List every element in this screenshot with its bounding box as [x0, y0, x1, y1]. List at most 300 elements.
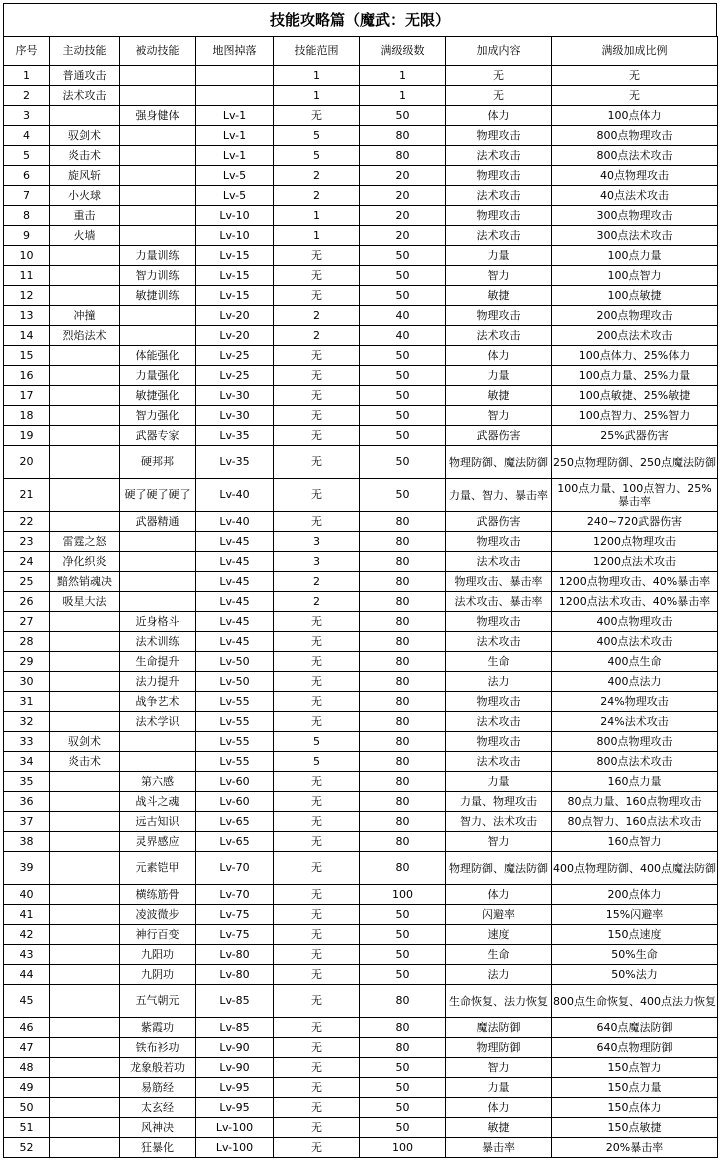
cell-max-bonus: 640点物理防御 — [552, 1038, 718, 1058]
cell-bonus-content: 武器伤害 — [446, 426, 552, 446]
cell-max-level: 50 — [360, 286, 446, 306]
cell-skill-range: 1 — [274, 66, 360, 86]
cell-active-skill — [50, 712, 120, 732]
cell-bonus-content: 智力、法术攻击 — [446, 812, 552, 832]
cell-index: 7 — [4, 186, 50, 206]
cell-passive-skill: 法术训练 — [120, 632, 196, 652]
cell-skill-range: 无 — [274, 945, 360, 965]
cell-max-bonus: 400点法力 — [552, 672, 718, 692]
cell-max-level: 80 — [360, 146, 446, 166]
cell-bonus-content: 无 — [446, 66, 552, 86]
cell-map-drop: Lv-20 — [196, 306, 274, 326]
cell-passive-skill — [120, 66, 196, 86]
cell-active-skill — [50, 965, 120, 985]
header-map-drop: 地图掉落 — [196, 37, 274, 66]
cell-passive-skill: 敏捷训练 — [120, 286, 196, 306]
cell-index: 36 — [4, 792, 50, 812]
cell-passive-skill — [120, 226, 196, 246]
cell-map-drop: Lv-10 — [196, 226, 274, 246]
cell-max-level: 20 — [360, 186, 446, 206]
cell-map-drop: Lv-35 — [196, 426, 274, 446]
cell-active-skill — [50, 1078, 120, 1098]
cell-passive-skill: 智力训练 — [120, 266, 196, 286]
cell-max-level: 80 — [360, 632, 446, 652]
cell-index: 42 — [4, 925, 50, 945]
cell-map-drop: Lv-95 — [196, 1078, 274, 1098]
header-max-bonus: 满级加成比例 — [552, 37, 718, 66]
cell-max-level: 50 — [360, 945, 446, 965]
cell-active-skill: 驭剑术 — [50, 126, 120, 146]
cell-bonus-content: 法术攻击 — [446, 226, 552, 246]
cell-max-level: 50 — [360, 406, 446, 426]
cell-active-skill: 吸星大法 — [50, 592, 120, 612]
skill-guide-sheet — [3, 3, 717, 1158]
cell-active-skill: 净化织炎 — [50, 552, 120, 572]
cell-index: 29 — [4, 652, 50, 672]
cell-map-drop: Lv-80 — [196, 945, 274, 965]
cell-index: 52 — [4, 1138, 50, 1158]
cell-active-skill: 炎击术 — [50, 752, 120, 772]
cell-index: 1 — [4, 66, 50, 86]
cell-passive-skill: 战斗之魂 — [120, 792, 196, 812]
cell-bonus-content: 物理攻击 — [446, 166, 552, 186]
cell-index: 13 — [4, 306, 50, 326]
cell-skill-range: 无 — [274, 286, 360, 306]
cell-max-level: 50 — [360, 1098, 446, 1118]
cell-passive-skill — [120, 306, 196, 326]
cell-active-skill: 烈焰法术 — [50, 326, 120, 346]
cell-max-bonus: 100点敏捷 — [552, 286, 718, 306]
cell-index: 40 — [4, 885, 50, 905]
cell-active-skill — [50, 446, 120, 479]
cell-passive-skill: 近身格斗 — [120, 612, 196, 632]
cell-map-drop: Lv-30 — [196, 386, 274, 406]
cell-active-skill — [50, 406, 120, 426]
cell-map-drop: Lv-15 — [196, 266, 274, 286]
cell-index: 32 — [4, 712, 50, 732]
cell-map-drop: Lv-70 — [196, 852, 274, 885]
header-passive-skill: 被动技能 — [120, 37, 196, 66]
cell-skill-range: 1 — [274, 226, 360, 246]
cell-skill-range: 无 — [274, 512, 360, 532]
cell-map-drop: Lv-90 — [196, 1058, 274, 1078]
table-row — [4, 366, 718, 386]
table-row — [4, 86, 718, 106]
cell-active-skill — [50, 852, 120, 885]
cell-passive-skill: 力量强化 — [120, 366, 196, 386]
cell-index: 14 — [4, 326, 50, 346]
cell-skill-range: 无 — [274, 246, 360, 266]
cell-index: 19 — [4, 426, 50, 446]
cell-max-level: 80 — [360, 732, 446, 752]
cell-passive-skill: 体能强化 — [120, 346, 196, 366]
cell-bonus-content: 体力 — [446, 1098, 552, 1118]
cell-max-level: 50 — [360, 1078, 446, 1098]
cell-passive-skill: 武器专家 — [120, 426, 196, 446]
cell-skill-range: 2 — [274, 572, 360, 592]
cell-max-bonus: 150点速度 — [552, 925, 718, 945]
cell-index: 44 — [4, 965, 50, 985]
cell-active-skill: 旋风斩 — [50, 166, 120, 186]
cell-index: 25 — [4, 572, 50, 592]
table-row — [4, 692, 718, 712]
cell-max-bonus: 150点力量 — [552, 1078, 718, 1098]
cell-passive-skill: 力量训练 — [120, 246, 196, 266]
cell-max-bonus: 640点魔法防御 — [552, 1018, 718, 1038]
cell-skill-range: 3 — [274, 552, 360, 572]
cell-map-drop: Lv-45 — [196, 592, 274, 612]
cell-max-level: 80 — [360, 852, 446, 885]
table-row — [4, 186, 718, 206]
cell-max-level: 50 — [360, 346, 446, 366]
cell-active-skill — [50, 512, 120, 532]
cell-map-drop: Lv-95 — [196, 1098, 274, 1118]
cell-skill-range: 1 — [274, 206, 360, 226]
cell-bonus-content: 生命恢复、法力恢复 — [446, 985, 552, 1018]
cell-passive-skill — [120, 532, 196, 552]
cell-skill-range: 3 — [274, 532, 360, 552]
cell-map-drop: Lv-1 — [196, 146, 274, 166]
table-row — [4, 346, 718, 366]
table-row — [4, 1058, 718, 1078]
cell-max-level: 80 — [360, 1018, 446, 1038]
cell-index: 4 — [4, 126, 50, 146]
cell-max-level: 50 — [360, 266, 446, 286]
cell-skill-range: 无 — [274, 346, 360, 366]
cell-max-level: 80 — [360, 772, 446, 792]
cell-active-skill — [50, 885, 120, 905]
cell-max-bonus: 100点智力 — [552, 266, 718, 286]
table-row — [4, 1138, 718, 1158]
cell-bonus-content: 物理攻击 — [446, 532, 552, 552]
cell-bonus-content: 敏捷 — [446, 286, 552, 306]
cell-bonus-content: 物理攻击 — [446, 732, 552, 752]
table-row — [4, 792, 718, 812]
cell-index: 26 — [4, 592, 50, 612]
cell-max-level: 80 — [360, 532, 446, 552]
cell-map-drop: Lv-25 — [196, 366, 274, 386]
cell-passive-skill — [120, 552, 196, 572]
cell-max-level: 50 — [360, 106, 446, 126]
cell-bonus-content: 法术攻击 — [446, 752, 552, 772]
cell-max-level: 80 — [360, 832, 446, 852]
cell-bonus-content: 魔法防御 — [446, 1018, 552, 1038]
cell-max-bonus: 80点智力、160点法术攻击 — [552, 812, 718, 832]
cell-active-skill: 火墙 — [50, 226, 120, 246]
cell-map-drop: Lv-70 — [196, 885, 274, 905]
cell-max-level: 80 — [360, 672, 446, 692]
cell-bonus-content: 力量 — [446, 772, 552, 792]
cell-max-bonus: 40点物理攻击 — [552, 166, 718, 186]
cell-passive-skill — [120, 326, 196, 346]
cell-max-bonus: 40点法术攻击 — [552, 186, 718, 206]
cell-max-bonus: 800点法术攻击 — [552, 146, 718, 166]
cell-bonus-content: 物理攻击 — [446, 206, 552, 226]
cell-index: 8 — [4, 206, 50, 226]
cell-map-drop: Lv-85 — [196, 1018, 274, 1038]
cell-max-level: 50 — [360, 1118, 446, 1138]
cell-max-bonus: 800点生命恢复、400点法力恢复 — [552, 985, 718, 1018]
table-row — [4, 106, 718, 126]
cell-index: 16 — [4, 366, 50, 386]
cell-max-level: 100 — [360, 885, 446, 905]
cell-bonus-content: 法术攻击、暴击率 — [446, 592, 552, 612]
cell-max-level: 50 — [360, 479, 446, 512]
cell-max-level: 50 — [360, 905, 446, 925]
cell-passive-skill — [120, 86, 196, 106]
cell-max-bonus: 150点体力 — [552, 1098, 718, 1118]
cell-max-level: 100 — [360, 1138, 446, 1158]
cell-active-skill — [50, 632, 120, 652]
cell-max-level: 80 — [360, 692, 446, 712]
cell-bonus-content: 法术攻击 — [446, 712, 552, 732]
cell-max-level: 1 — [360, 66, 446, 86]
cell-passive-skill — [120, 752, 196, 772]
cell-bonus-content: 法术攻击 — [446, 186, 552, 206]
cell-bonus-content: 物理攻击 — [446, 692, 552, 712]
cell-index: 6 — [4, 166, 50, 186]
cell-passive-skill: 硬了硬了硬了 — [120, 479, 196, 512]
cell-bonus-content: 力量 — [446, 246, 552, 266]
cell-map-drop: Lv-15 — [196, 246, 274, 266]
table-row — [4, 672, 718, 692]
cell-active-skill: 炎击术 — [50, 146, 120, 166]
cell-max-level: 80 — [360, 792, 446, 812]
table-row — [4, 226, 718, 246]
cell-skill-range: 无 — [274, 1098, 360, 1118]
cell-skill-range: 5 — [274, 732, 360, 752]
cell-passive-skill — [120, 166, 196, 186]
cell-passive-skill: 强身健体 — [120, 106, 196, 126]
cell-active-skill — [50, 106, 120, 126]
cell-map-drop: Lv-45 — [196, 552, 274, 572]
cell-index: 48 — [4, 1058, 50, 1078]
cell-max-level: 50 — [360, 1058, 446, 1078]
cell-active-skill — [50, 945, 120, 965]
cell-map-drop: Lv-75 — [196, 905, 274, 925]
table-row — [4, 479, 718, 512]
table-row — [4, 885, 718, 905]
cell-active-skill — [50, 286, 120, 306]
cell-bonus-content: 物理防御、魔法防御 — [446, 852, 552, 885]
cell-active-skill — [50, 1098, 120, 1118]
cell-map-drop: Lv-30 — [196, 406, 274, 426]
cell-bonus-content: 法力 — [446, 965, 552, 985]
cell-max-bonus: 200点体力 — [552, 885, 718, 905]
cell-map-drop: Lv-40 — [196, 512, 274, 532]
cell-max-bonus: 24%法术攻击 — [552, 712, 718, 732]
cell-bonus-content: 生命 — [446, 652, 552, 672]
cell-bonus-content: 法术攻击 — [446, 632, 552, 652]
cell-max-bonus: 150点敏捷 — [552, 1118, 718, 1138]
cell-bonus-content: 暴击率 — [446, 1138, 552, 1158]
cell-bonus-content: 智力 — [446, 832, 552, 852]
header-row — [4, 37, 718, 66]
cell-index: 22 — [4, 512, 50, 532]
cell-max-bonus: 800点法术攻击 — [552, 752, 718, 772]
cell-active-skill: 小火球 — [50, 186, 120, 206]
table-row — [4, 246, 718, 266]
cell-max-bonus: 100点体力 — [552, 106, 718, 126]
cell-active-skill — [50, 1018, 120, 1038]
cell-index: 47 — [4, 1038, 50, 1058]
cell-max-bonus: 160点智力 — [552, 832, 718, 852]
cell-active-skill — [50, 266, 120, 286]
cell-passive-skill: 太玄经 — [120, 1098, 196, 1118]
cell-passive-skill: 五气朝元 — [120, 985, 196, 1018]
cell-skill-range: 1 — [274, 86, 360, 106]
cell-max-level: 40 — [360, 326, 446, 346]
cell-skill-range: 无 — [274, 612, 360, 632]
table-row — [4, 652, 718, 672]
cell-map-drop: Lv-10 — [196, 206, 274, 226]
cell-map-drop: Lv-85 — [196, 985, 274, 1018]
cell-bonus-content: 力量 — [446, 1078, 552, 1098]
cell-map-drop: Lv-1 — [196, 106, 274, 126]
cell-map-drop: Lv-90 — [196, 1038, 274, 1058]
cell-max-bonus: 240~720武器伤害 — [552, 512, 718, 532]
cell-active-skill: 冲撞 — [50, 306, 120, 326]
cell-active-skill — [50, 1058, 120, 1078]
cell-skill-range: 无 — [274, 692, 360, 712]
cell-passive-skill: 神行百变 — [120, 925, 196, 945]
cell-index: 27 — [4, 612, 50, 632]
cell-max-bonus: 300点法术攻击 — [552, 226, 718, 246]
cell-index: 23 — [4, 532, 50, 552]
cell-passive-skill: 敏捷强化 — [120, 386, 196, 406]
table-row — [4, 772, 718, 792]
cell-active-skill — [50, 812, 120, 832]
cell-map-drop: Lv-55 — [196, 712, 274, 732]
cell-skill-range: 无 — [274, 426, 360, 446]
table-row — [4, 592, 718, 612]
cell-max-bonus: 24%物理攻击 — [552, 692, 718, 712]
cell-bonus-content: 物理防御 — [446, 1038, 552, 1058]
cell-active-skill — [50, 386, 120, 406]
table-row — [4, 1018, 718, 1038]
cell-index: 11 — [4, 266, 50, 286]
cell-map-drop: Lv-20 — [196, 326, 274, 346]
cell-index: 15 — [4, 346, 50, 366]
cell-map-drop: Lv-60 — [196, 792, 274, 812]
cell-max-level: 20 — [360, 206, 446, 226]
cell-bonus-content: 法术攻击 — [446, 146, 552, 166]
cell-index: 21 — [4, 479, 50, 512]
cell-skill-range: 无 — [274, 1018, 360, 1038]
table-body — [4, 66, 718, 1158]
cell-active-skill: 黯然销魂决 — [50, 572, 120, 592]
sheet-title: 技能攻略篇（魔武：无限） — [3, 3, 717, 36]
table-row — [4, 446, 718, 479]
table-row — [4, 732, 718, 752]
cell-passive-skill — [120, 206, 196, 226]
cell-active-skill — [50, 612, 120, 632]
cell-bonus-content: 力量 — [446, 366, 552, 386]
cell-skill-range: 无 — [274, 632, 360, 652]
cell-max-bonus: 800点物理攻击 — [552, 126, 718, 146]
cell-max-level: 80 — [360, 512, 446, 532]
cell-active-skill — [50, 925, 120, 945]
cell-active-skill — [50, 346, 120, 366]
header-bonus-content: 加成内容 — [446, 37, 552, 66]
table-row — [4, 552, 718, 572]
cell-skill-range: 5 — [274, 126, 360, 146]
cell-active-skill — [50, 1138, 120, 1158]
cell-passive-skill: 战争艺术 — [120, 692, 196, 712]
cell-passive-skill — [120, 186, 196, 206]
cell-bonus-content: 敏捷 — [446, 386, 552, 406]
cell-skill-range: 无 — [274, 985, 360, 1018]
cell-max-bonus: 200点物理攻击 — [552, 306, 718, 326]
skill-table — [3, 36, 718, 1158]
cell-skill-range: 无 — [274, 852, 360, 885]
cell-skill-range: 无 — [274, 366, 360, 386]
cell-bonus-content: 智力 — [446, 406, 552, 426]
table-row — [4, 166, 718, 186]
cell-active-skill: 普通攻击 — [50, 66, 120, 86]
cell-skill-range: 无 — [274, 712, 360, 732]
cell-map-drop: Lv-15 — [196, 286, 274, 306]
cell-bonus-content: 力量、物理攻击 — [446, 792, 552, 812]
cell-skill-range: 无 — [274, 1058, 360, 1078]
cell-max-bonus: 50%法力 — [552, 965, 718, 985]
header-index: 序号 — [4, 37, 50, 66]
cell-index: 17 — [4, 386, 50, 406]
cell-map-drop: Lv-1 — [196, 126, 274, 146]
cell-bonus-content: 物理攻击 — [446, 306, 552, 326]
cell-index: 18 — [4, 406, 50, 426]
table-row — [4, 532, 718, 552]
cell-map-drop: Lv-45 — [196, 532, 274, 552]
cell-max-level: 80 — [360, 1038, 446, 1058]
cell-skill-range: 无 — [274, 406, 360, 426]
cell-skill-range: 无 — [274, 772, 360, 792]
cell-max-level: 50 — [360, 446, 446, 479]
cell-bonus-content: 法力 — [446, 672, 552, 692]
cell-max-bonus: 400点法术攻击 — [552, 632, 718, 652]
table-row — [4, 286, 718, 306]
cell-max-bonus: 100点体力、25%体力 — [552, 346, 718, 366]
table-row — [4, 206, 718, 226]
cell-max-level: 40 — [360, 306, 446, 326]
cell-skill-range: 无 — [274, 792, 360, 812]
cell-max-bonus: 1200点法术攻击 — [552, 552, 718, 572]
cell-passive-skill — [120, 592, 196, 612]
cell-index: 20 — [4, 446, 50, 479]
cell-skill-range: 无 — [274, 446, 360, 479]
header-active-skill: 主动技能 — [50, 37, 120, 66]
cell-index: 46 — [4, 1018, 50, 1038]
cell-max-bonus: 200点法术攻击 — [552, 326, 718, 346]
cell-bonus-content: 武器伤害 — [446, 512, 552, 532]
table-row — [4, 572, 718, 592]
cell-skill-range: 无 — [274, 652, 360, 672]
cell-active-skill — [50, 905, 120, 925]
cell-max-level: 80 — [360, 572, 446, 592]
cell-skill-range: 无 — [274, 885, 360, 905]
cell-bonus-content: 智力 — [446, 1058, 552, 1078]
cell-max-level: 50 — [360, 366, 446, 386]
cell-map-drop — [196, 86, 274, 106]
cell-bonus-content: 法术攻击 — [446, 552, 552, 572]
cell-active-skill: 重击 — [50, 206, 120, 226]
cell-max-bonus: 800点物理攻击 — [552, 732, 718, 752]
cell-max-bonus: 150点智力 — [552, 1058, 718, 1078]
cell-max-bonus: 1200点物理攻击 — [552, 532, 718, 552]
cell-max-level: 50 — [360, 965, 446, 985]
cell-map-drop: Lv-100 — [196, 1118, 274, 1138]
cell-max-level: 80 — [360, 126, 446, 146]
